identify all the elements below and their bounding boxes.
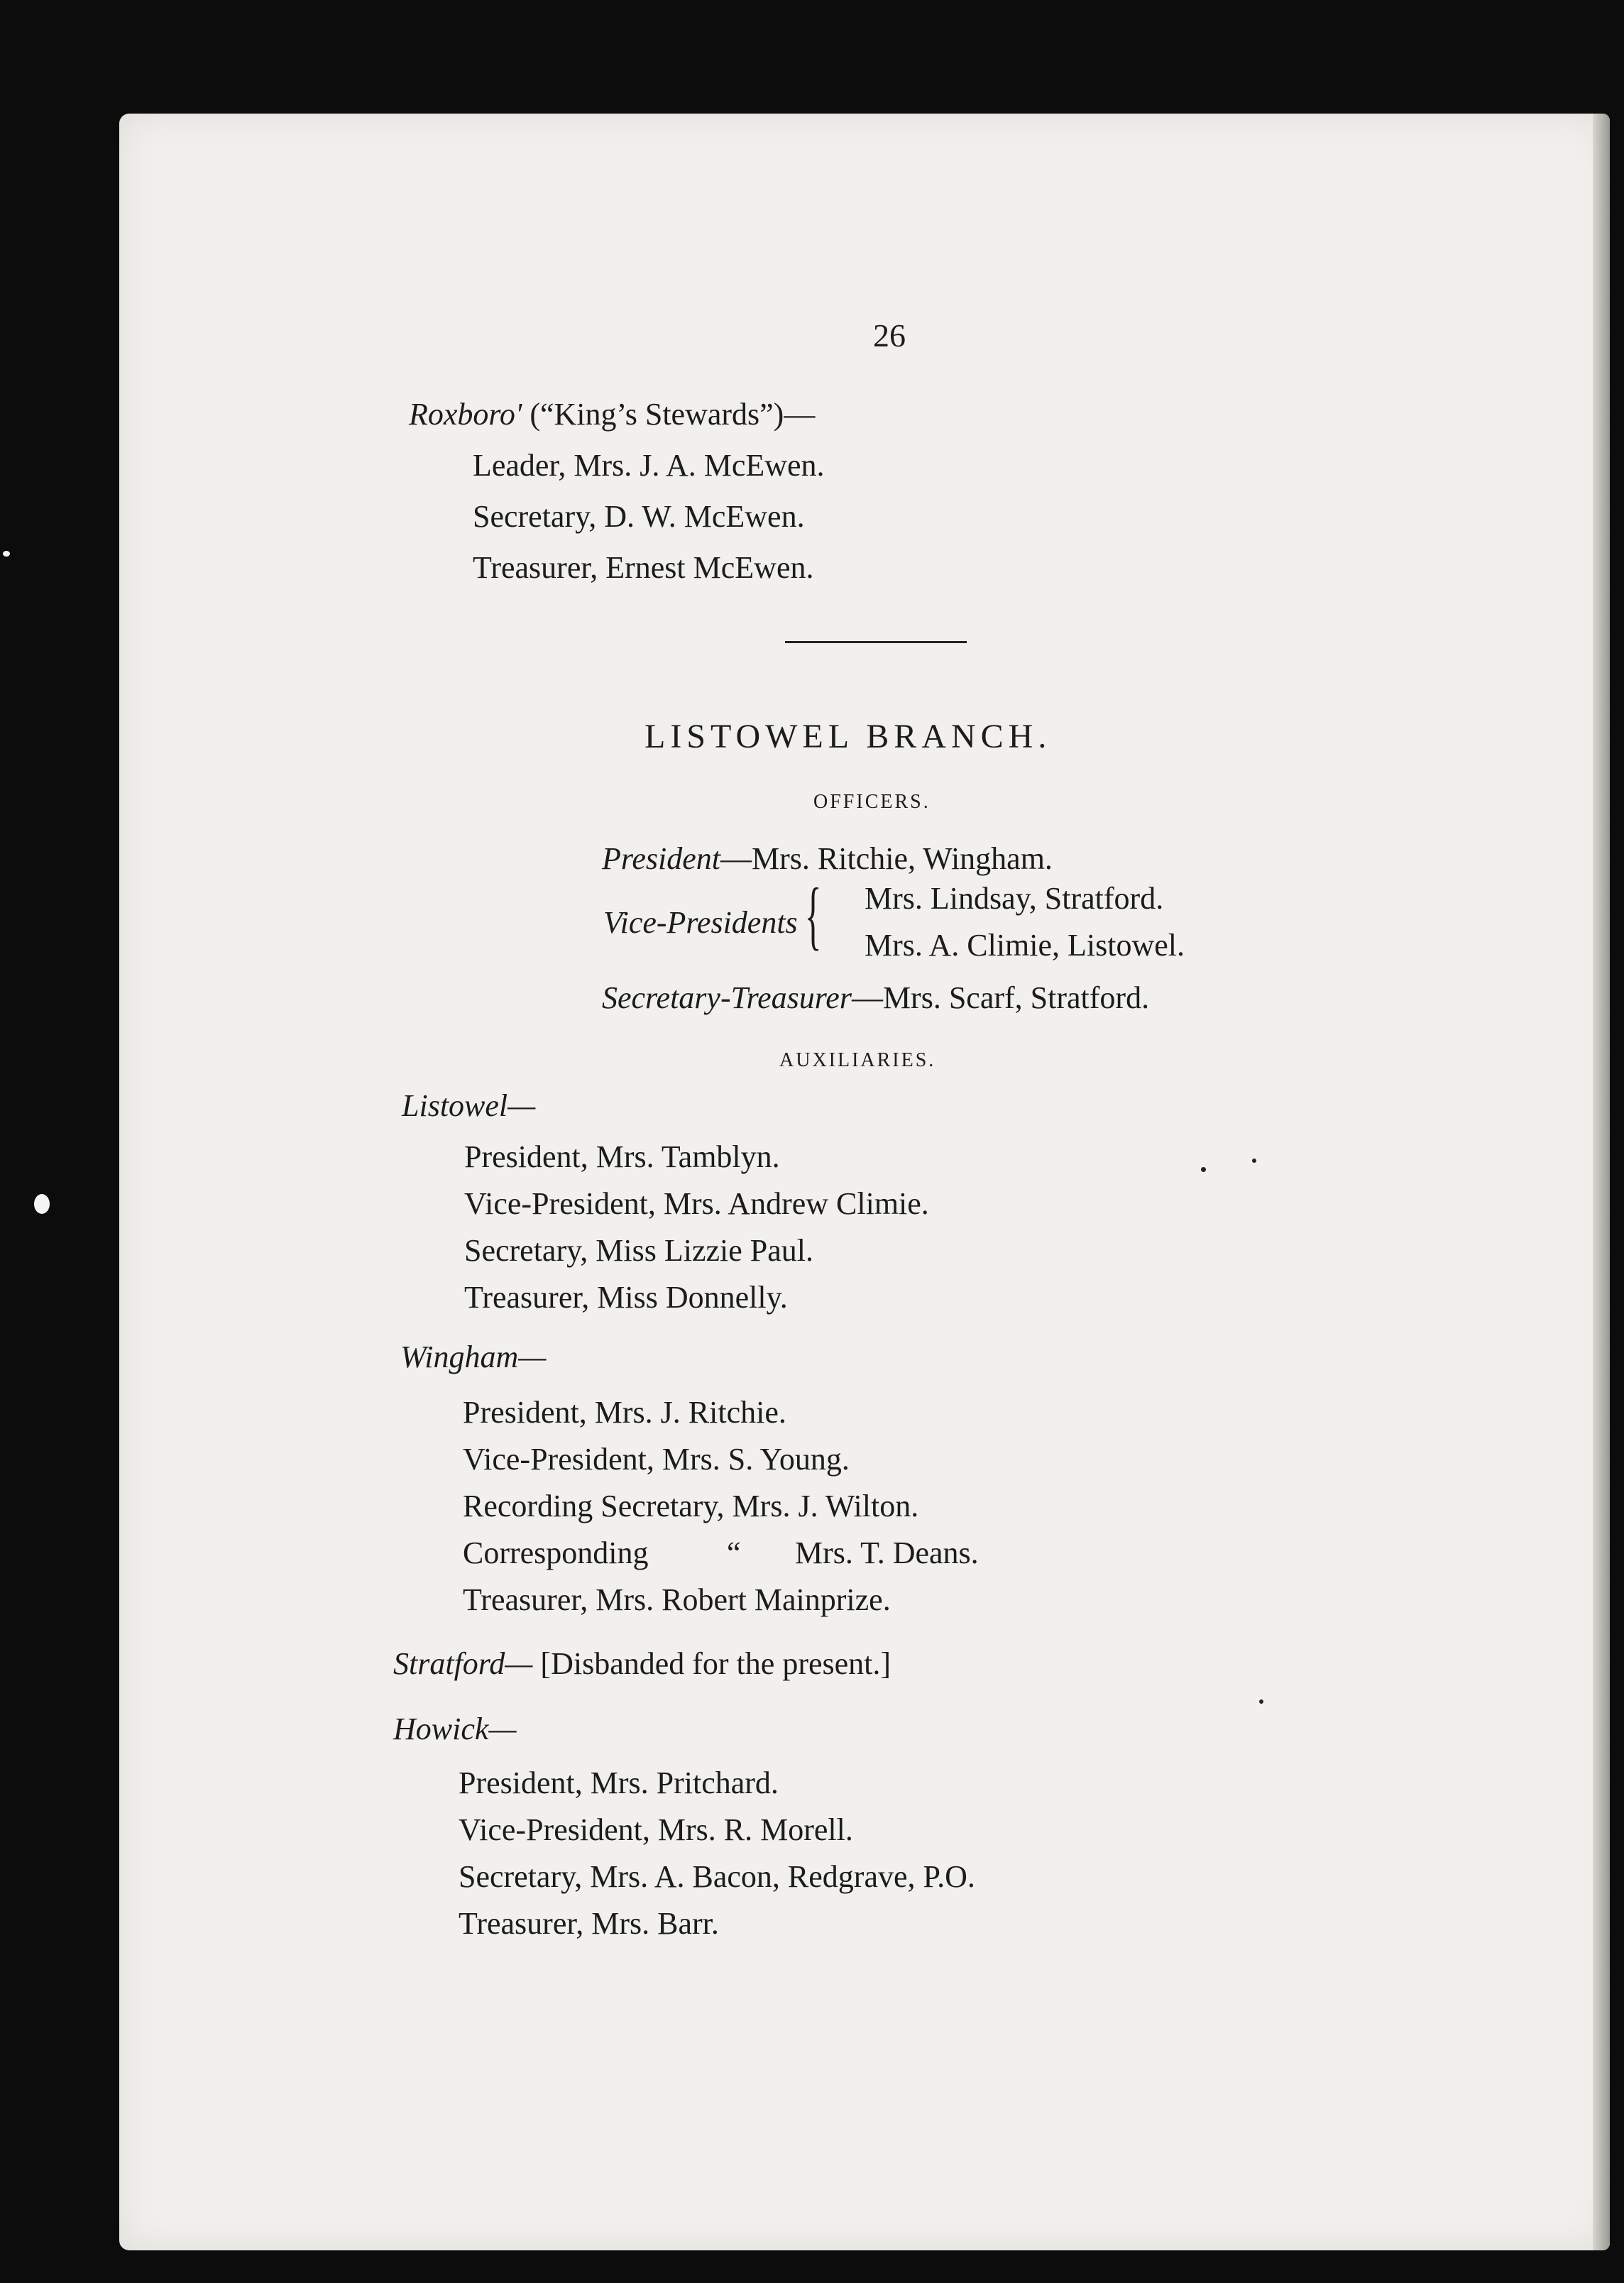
secretary-treasurer-line: [602, 982, 1149, 1014]
howick-line: Treasurer, Mrs. Barr.: [459, 1906, 719, 1941]
roxboro-heading: [409, 399, 815, 430]
ink-speck: [1252, 1159, 1256, 1163]
listowel-heading: Listowel—: [402, 1088, 536, 1123]
howick-line: Vice-President, Mrs. R. Morell.: [459, 1812, 853, 1847]
listowel-line: President, Mrs. Tamblyn.: [464, 1139, 780, 1174]
ink-speck: [1201, 1167, 1206, 1172]
howick-line: Secretary, Mrs. A. Bacon, Redgrave, P.O.: [459, 1859, 975, 1894]
roxboro-line: Secretary, D. W. McEwen.: [473, 499, 805, 534]
listowel-line: Secretary, Miss Lizzie Paul.: [464, 1233, 813, 1268]
page-number: 26: [873, 317, 906, 354]
roxboro-line: Leader, Mrs. J. A. McEwen.: [473, 448, 825, 483]
brace-glyph: {: [805, 873, 822, 958]
auxiliaries-heading: AUXILIARIES.: [779, 1049, 936, 1071]
stratford-heading: Stratford—: [393, 1646, 533, 1681]
wingham-line: Treasurer, Mrs. Robert Mainprize.: [463, 1582, 891, 1617]
listowel-line: Treasurer, Miss Donnelly.: [464, 1280, 788, 1315]
wingham-heading: Wingham—: [400, 1340, 547, 1374]
vice-president-value: Mrs. A. Climie, Listowel.: [865, 928, 1185, 963]
wingham-line: Vice-President, Mrs. S. Young.: [463, 1442, 850, 1477]
vice-president-value: Mrs. Lindsay, Stratford.: [865, 881, 1164, 916]
ditto-mark: “: [727, 1535, 741, 1570]
officers-heading: OFFICERS.: [813, 791, 931, 813]
roxboro-heading-rest: (“King’s Stewards”)—: [522, 397, 816, 432]
background-speck: [34, 1194, 50, 1214]
stratford-line: [393, 1648, 891, 1680]
page-edge: [1593, 114, 1610, 2250]
background-speck: [3, 551, 10, 557]
wingham-corresponding-value: Mrs. T. Deans.: [795, 1535, 979, 1570]
wingham-corresponding-label: Corresponding: [463, 1535, 649, 1570]
ink-speck: [1259, 1699, 1263, 1704]
listowel-line: Vice-President, Mrs. Andrew Climie.: [464, 1186, 929, 1221]
stratford-note: [Disbanded for the present.]: [532, 1646, 891, 1681]
secretary-treasurer-label: Secretary-Treasurer: [602, 980, 852, 1015]
howick-heading: Howick—: [393, 1712, 517, 1746]
president-value: —Mrs. Ritchie, Wingham.: [720, 841, 1053, 876]
wingham-line: President, Mrs. J. Ritchie.: [463, 1395, 786, 1430]
howick-line: President, Mrs. Pritchard.: [459, 1765, 779, 1800]
president-line: [602, 843, 1053, 875]
branch-title: LISTOWEL BRANCH.: [644, 718, 1052, 755]
document-page: [119, 114, 1610, 2250]
secretary-treasurer-value: —Mrs. Scarf, Stratford.: [851, 980, 1150, 1015]
wingham-line: Recording Secretary, Mrs. J. Wilton.: [463, 1489, 919, 1523]
president-label: President: [602, 841, 720, 876]
section-divider: [785, 641, 967, 643]
roxboro-place: Roxboro': [409, 397, 522, 432]
roxboro-line: Treasurer, Ernest McEwen.: [473, 550, 814, 585]
vice-presidents-label: Vice-Presidents: [603, 905, 798, 940]
